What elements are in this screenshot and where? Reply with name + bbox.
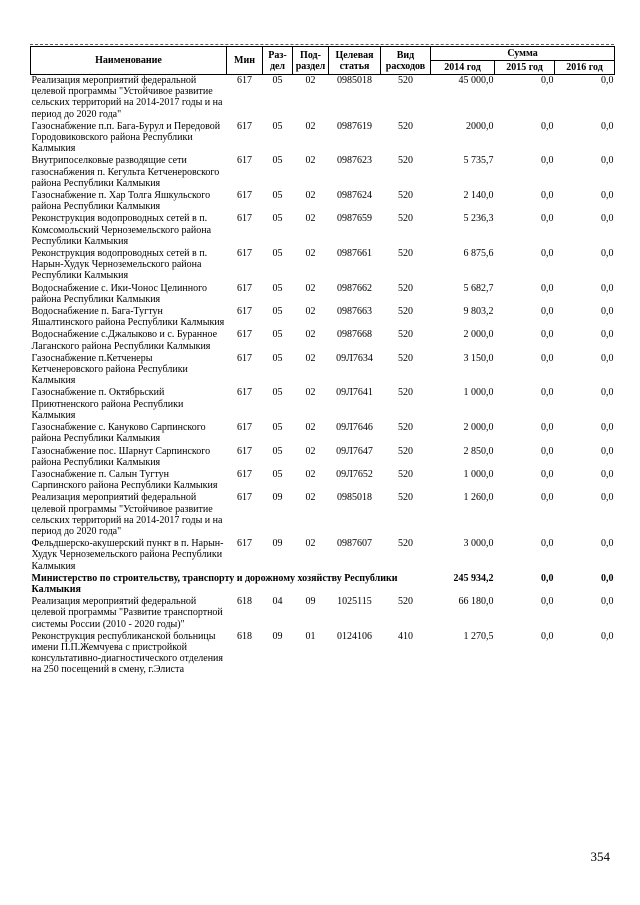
row-name: Реализация мероприятий федеральной целевой программы "Развитие транспортной системы России (2010 - 2020 годы)": [31, 596, 223, 630]
table-row: [31, 387, 615, 422]
row-sum-2015: 0,0: [541, 282, 554, 294]
row-min: 617: [237, 492, 252, 504]
row-vid: 520: [398, 387, 413, 399]
row-vid: 520: [398, 282, 413, 294]
row-name: Газоснабжение с. Кануково Сарпинского района Республики Калмыкия: [31, 422, 206, 445]
row-podrazdel: 02: [305, 538, 316, 550]
table-row: [31, 75, 615, 121]
row-sum-2015: 0,0: [541, 306, 554, 318]
row-sum-2014: 2 000,0: [463, 422, 494, 434]
ministry-sum-2016: 0,0: [601, 572, 614, 584]
row-sum-2014: 3 150,0: [463, 352, 494, 364]
row-sum-2015: 0,0: [541, 538, 554, 550]
row-podrazdel: 02: [305, 352, 316, 364]
row-target: 0124106: [337, 630, 372, 642]
row-target: 0987624: [337, 190, 372, 202]
row-target: 0987619: [337, 120, 372, 132]
row-sum-2016: 0,0: [601, 306, 614, 318]
row-podrazdel: 09: [305, 596, 316, 608]
row-sum-2015: 0,0: [541, 248, 554, 260]
row-target: 0987623: [337, 155, 372, 167]
row-sum-2014: 1 000,0: [463, 387, 494, 399]
row-podrazdel: 02: [305, 282, 316, 294]
table-row: [31, 121, 615, 156]
row-min: 617: [237, 468, 252, 480]
row-sum-2016: 0,0: [601, 468, 614, 480]
row-sum-2016: 0,0: [601, 422, 614, 434]
row-sum-2015: 0,0: [541, 630, 554, 642]
table-row: [31, 329, 615, 352]
row-sum-2014: 6 875,6: [463, 248, 494, 260]
row-sum-2015: 0,0: [541, 596, 554, 608]
row-razdel: 05: [272, 248, 283, 260]
row-sum-2014: 5 735,7: [463, 155, 494, 167]
row-vid: 520: [398, 352, 413, 364]
row-razdel: 05: [272, 120, 283, 132]
table-row: [31, 631, 615, 677]
row-razdel: 05: [272, 75, 283, 86]
row-sum-2016: 0,0: [601, 155, 614, 167]
row-razdel: 05: [272, 190, 283, 202]
table-row: [31, 538, 615, 573]
row-target: 0987663: [337, 306, 372, 318]
row-sum-2014: 5 682,7: [463, 282, 494, 294]
row-sum-2015: 0,0: [541, 75, 554, 86]
table-row: [31, 283, 615, 306]
row-sum-2014: 2 140,0: [463, 190, 494, 202]
table-header: [31, 47, 615, 75]
row-razdel: 05: [272, 422, 283, 434]
row-target: 0987668: [337, 329, 372, 341]
row-name: Газоснабжение п. Хар Толга Яшкульского района Республики Калмыкия: [31, 190, 211, 213]
row-sum-2015: 0,0: [541, 387, 554, 399]
row-sum-2015: 0,0: [541, 120, 554, 132]
row-vid: 520: [398, 468, 413, 480]
row-sum-2014: 9 803,2: [463, 306, 494, 318]
row-sum-2016: 0,0: [601, 329, 614, 341]
row-name: Водоснабжение с.Джалыково и с. Буранное Лаганского района Республики Калмыкия: [31, 329, 218, 352]
row-razdel: 05: [272, 468, 283, 480]
row-vid: 520: [398, 248, 413, 260]
row-sum-2015: 0,0: [541, 155, 554, 167]
row-sum-2016: 0,0: [601, 213, 614, 225]
row-vid: 520: [398, 596, 413, 608]
row-sum-2014: 1 000,0: [463, 468, 494, 480]
row-podrazdel: 02: [305, 120, 316, 132]
row-name: Газоснабжение пос. Шарнут Сарпинского района Республики Калмыкия: [31, 445, 211, 468]
row-min: 617: [237, 120, 252, 132]
row-sum-2015: 0,0: [541, 492, 554, 504]
table-row: [31, 422, 615, 445]
row-name: Реконструкция водопроводных сетей в п. Комсомольский Черноземельского района Республики Калмыкия: [31, 213, 212, 247]
row-target: 09Л7647: [336, 445, 373, 457]
row-sum-2016: 0,0: [601, 120, 614, 132]
row-sum-2016: 0,0: [601, 630, 614, 642]
row-sum-2014: 1 260,0: [463, 492, 494, 504]
row-name: Фельдшерско-акушерский пункт в п. Нарын-Худук Черноземельского района Республики Калмыкия: [31, 538, 224, 572]
row-min: 617: [237, 538, 252, 550]
header-vid: Вид расходов: [381, 47, 431, 75]
row-razdel: 05: [272, 213, 283, 225]
table-body: [31, 75, 615, 677]
row-min: 617: [237, 352, 252, 364]
ministry-sum-2015: 0,0: [541, 572, 554, 584]
header-razdel: Раз-дел: [263, 47, 293, 75]
row-sum-2015: 0,0: [541, 190, 554, 202]
row-podrazdel: 02: [305, 468, 316, 480]
row-target: 0985018: [337, 492, 372, 504]
row-sum-2016: 0,0: [601, 387, 614, 399]
row-sum-2014: 2 000,0: [463, 329, 494, 341]
row-vid: 520: [398, 75, 413, 86]
row-vid: 520: [398, 213, 413, 225]
top-rule: [30, 44, 614, 45]
ministry-sum-2014: 245 934,2: [453, 572, 494, 584]
row-razdel: 05: [272, 329, 283, 341]
row-name: Газоснабжение п. Октябрьский Приютненского района Республики Калмыкия: [31, 387, 184, 421]
row-target: 1025115: [337, 596, 372, 608]
header-name: Наименование: [31, 47, 227, 75]
row-name: Водоснабжение п. Бага-Тугтун Яшалтинского района Республики Калмыкия: [31, 306, 225, 329]
row-podrazdel: 02: [305, 387, 316, 399]
table-row: [31, 353, 615, 388]
table-row: [31, 492, 615, 538]
row-name: Газоснабжение п.п. Бага-Бурул и Передовой Городовиковского района Республики Калмыкия: [31, 120, 221, 155]
row-razdel: 05: [272, 306, 283, 318]
row-sum-2016: 0,0: [601, 190, 614, 202]
row-sum-2015: 0,0: [541, 445, 554, 457]
row-min: 618: [237, 630, 252, 642]
row-sum-2015: 0,0: [541, 468, 554, 480]
row-sum-2014: 2 850,0: [463, 445, 494, 457]
row-min: 617: [237, 422, 252, 434]
table-row: [31, 306, 615, 329]
row-target: 0987607: [337, 538, 372, 550]
row-sum-2016: 0,0: [601, 75, 614, 86]
row-sum-2015: 0,0: [541, 352, 554, 364]
row-razdel: 05: [272, 282, 283, 294]
row-target: 09Л7652: [336, 468, 373, 480]
row-podrazdel: 02: [305, 306, 316, 318]
budget-table: [30, 46, 615, 677]
table-row: [31, 596, 615, 631]
table-row: [31, 190, 615, 213]
row-vid: 520: [398, 445, 413, 457]
row-name: Реализация мероприятий федеральной целевой программы "Устойчивое развитие сельских территорий на 2014-2017 годы и на период до 2020 года": [31, 492, 223, 537]
row-sum-2016: 0,0: [601, 445, 614, 457]
row-sum-2016: 0,0: [601, 596, 614, 608]
row-name: Газоснабжение п.Кетченеры Кетченеровского района Республики Калмыкия: [31, 352, 188, 387]
row-sum-2014: 66 180,0: [458, 596, 494, 608]
row-min: 617: [237, 248, 252, 260]
row-min: 617: [237, 155, 252, 167]
header-2016: 2016 год: [555, 61, 615, 75]
row-podrazdel: 01: [305, 630, 316, 642]
row-min: 617: [237, 75, 252, 86]
row-target: 0987659: [337, 213, 372, 225]
table-row: [31, 155, 615, 190]
ministry-row: [31, 573, 615, 596]
row-podrazdel: 02: [305, 155, 316, 167]
header-summa: Сумма: [431, 47, 615, 61]
row-podrazdel: 02: [305, 492, 316, 504]
row-razdel: 09: [272, 492, 283, 504]
ministry-name: Министерство по строительству, транспорту и дорожному хозяйству Республики Калмыкия: [31, 572, 398, 595]
row-podrazdel: 02: [305, 445, 316, 457]
row-podrazdel: 02: [305, 248, 316, 260]
row-name: Реконструкция республиканской больницы имени П.П.Жемчуева с пристройкой консультативно-диагностического отделения на 250 посещений в смену, г.Элиста: [31, 630, 223, 676]
row-min: 617: [237, 213, 252, 225]
row-vid: 520: [398, 306, 413, 318]
row-podrazdel: 02: [305, 213, 316, 225]
row-sum-2016: 0,0: [601, 492, 614, 504]
row-sum-2016: 0,0: [601, 538, 614, 550]
row-min: 617: [237, 445, 252, 457]
row-name: Водоснабжение с. Ики-Чонос Целинного района Республики Калмыкия: [31, 282, 207, 305]
table-row: [31, 469, 615, 492]
header-podrazdel: Под-раздел: [293, 47, 329, 75]
row-sum-2014: 2000,0: [466, 120, 494, 132]
row-min: 618: [237, 596, 252, 608]
row-sum-2014: 45 000,0: [458, 75, 494, 86]
row-razdel: 05: [272, 352, 283, 364]
row-name: Газоснабжение п. Салын Тугтун Сарпинского района Республики Калмыкия: [31, 468, 218, 492]
row-razdel: 05: [272, 445, 283, 457]
row-vid: 410: [398, 630, 413, 642]
row-razdel: 05: [272, 155, 283, 167]
row-razdel: 09: [272, 538, 283, 550]
row-sum-2016: 0,0: [601, 248, 614, 260]
row-podrazdel: 02: [305, 190, 316, 202]
row-target: 09Л7634: [336, 352, 373, 364]
row-target: 0987662: [337, 282, 372, 294]
row-vid: 520: [398, 190, 413, 202]
row-sum-2014: 3 000,0: [463, 538, 494, 550]
page-number: 354: [590, 849, 610, 864]
row-sum-2014: 1 270,5: [463, 630, 494, 642]
row-sum-2015: 0,0: [541, 329, 554, 341]
row-razdel: 05: [272, 387, 283, 399]
row-vid: 520: [398, 329, 413, 341]
row-name: Реализация мероприятий федеральной целевой программы "Устойчивое развитие сельских территорий на 2014-2017 годы и на период до 2020 года": [31, 75, 223, 120]
row-target: 0985018: [337, 75, 372, 86]
header-target: Целевая статья: [329, 47, 381, 75]
row-vid: 520: [398, 492, 413, 504]
row-min: 617: [237, 282, 252, 294]
row-sum-2015: 0,0: [541, 213, 554, 225]
table-row: [31, 248, 615, 283]
row-razdel: 09: [272, 630, 283, 642]
row-min: 617: [237, 329, 252, 341]
row-vid: 520: [398, 120, 413, 132]
table-row: [31, 446, 615, 469]
row-name: Реконструкция водопроводных сетей в п. Нарын-Худук Черноземельского района Республики Калмыкия: [31, 248, 208, 282]
row-target: 09Л7646: [336, 422, 373, 434]
row-target: 09Л7641: [336, 387, 373, 399]
row-podrazdel: 02: [305, 422, 316, 434]
row-sum-2015: 0,0: [541, 422, 554, 434]
row-podrazdel: 02: [305, 75, 316, 86]
header-min: Мин: [227, 47, 263, 75]
row-sum-2016: 0,0: [601, 352, 614, 364]
row-vid: 520: [398, 422, 413, 434]
row-min: 617: [237, 190, 252, 202]
row-razdel: 04: [272, 596, 283, 608]
row-min: 617: [237, 387, 252, 399]
header-2015: 2015 год: [495, 61, 555, 75]
row-sum-2014: 5 236,3: [463, 213, 494, 225]
row-sum-2016: 0,0: [601, 282, 614, 294]
row-podrazdel: 02: [305, 329, 316, 341]
row-name: Внутрипоселковые разводящие сети газоснабжения п. Кегульта Кетченеровского района Республики Калмыкия: [31, 155, 220, 189]
row-target: 0987661: [337, 248, 372, 260]
row-vid: 520: [398, 538, 413, 550]
table-row: [31, 213, 615, 248]
header-2014: 2014 год: [431, 61, 495, 75]
row-min: 617: [237, 306, 252, 318]
row-vid: 520: [398, 155, 413, 167]
